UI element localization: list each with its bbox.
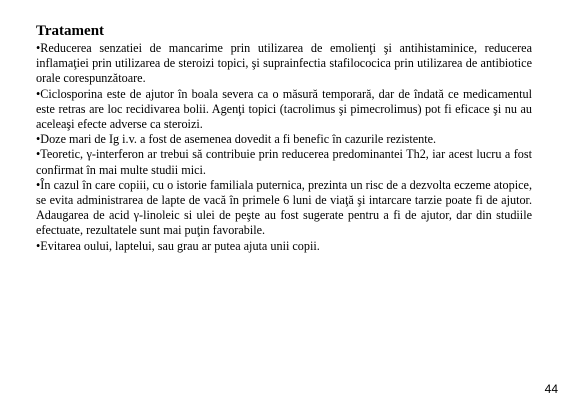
paragraph-interferon: •Teoretic, γ-interferon ar trebui să contribuie prin reducerea predominantei Th2, iar acest lucru a fost confirmat în mai multe studii mici. [36, 147, 532, 177]
paragraph-prevention: •În cazul în care copiii, cu o istorie familiala puternica, prezinta un risc de a dezvolta eczeme atopice, se evita administrarea de lapte de vacă în primele 6 luni de viaţă şi intarcare tarzie poate fi de ajutor. Adaugarea de acid γ-linoleic si ulei de peşte au fost sugerate pentru a fi de ajutor, dar din studiile efectuate, rezultatele sunt mai puţin favorabile. [36, 177, 532, 238]
paragraph-emollients: •Reducerea senzatiei de mancarime prin utilizarea de emolienţi şi antihistaminice, reducerea inflamaţiei prin utilizarea de steroizi topici, şi suprainfectia stafilococica prin utilizarea de antibiotice orale corespunzătoare. [36, 41, 532, 86]
paragraph-food-avoidance: •Evitarea oului, laptelui, sau grau ar putea ajuta unii copii. [36, 238, 320, 253]
page-number: 44 [544, 382, 558, 396]
page-title: Tratament [36, 23, 105, 39]
paragraph-cyclosporine: •Ciclosporina este de ajutor în boala severa ca o măsură temporară, dar de îndată ce medicamentul este retras are loc recidivarea bolii. Agenţi topici (tacrolimus şi pimecrolimus) pot fi eficace şi nu au aceleaşi efecte adverse ca steroizi. [36, 86, 532, 132]
body-text [36, 41, 532, 254]
paragraph-iv-ig: •Doze mari de Ig i.v. a fost de asemenea dovedit a fi benefic în cazurile rezistente. [36, 132, 437, 147]
